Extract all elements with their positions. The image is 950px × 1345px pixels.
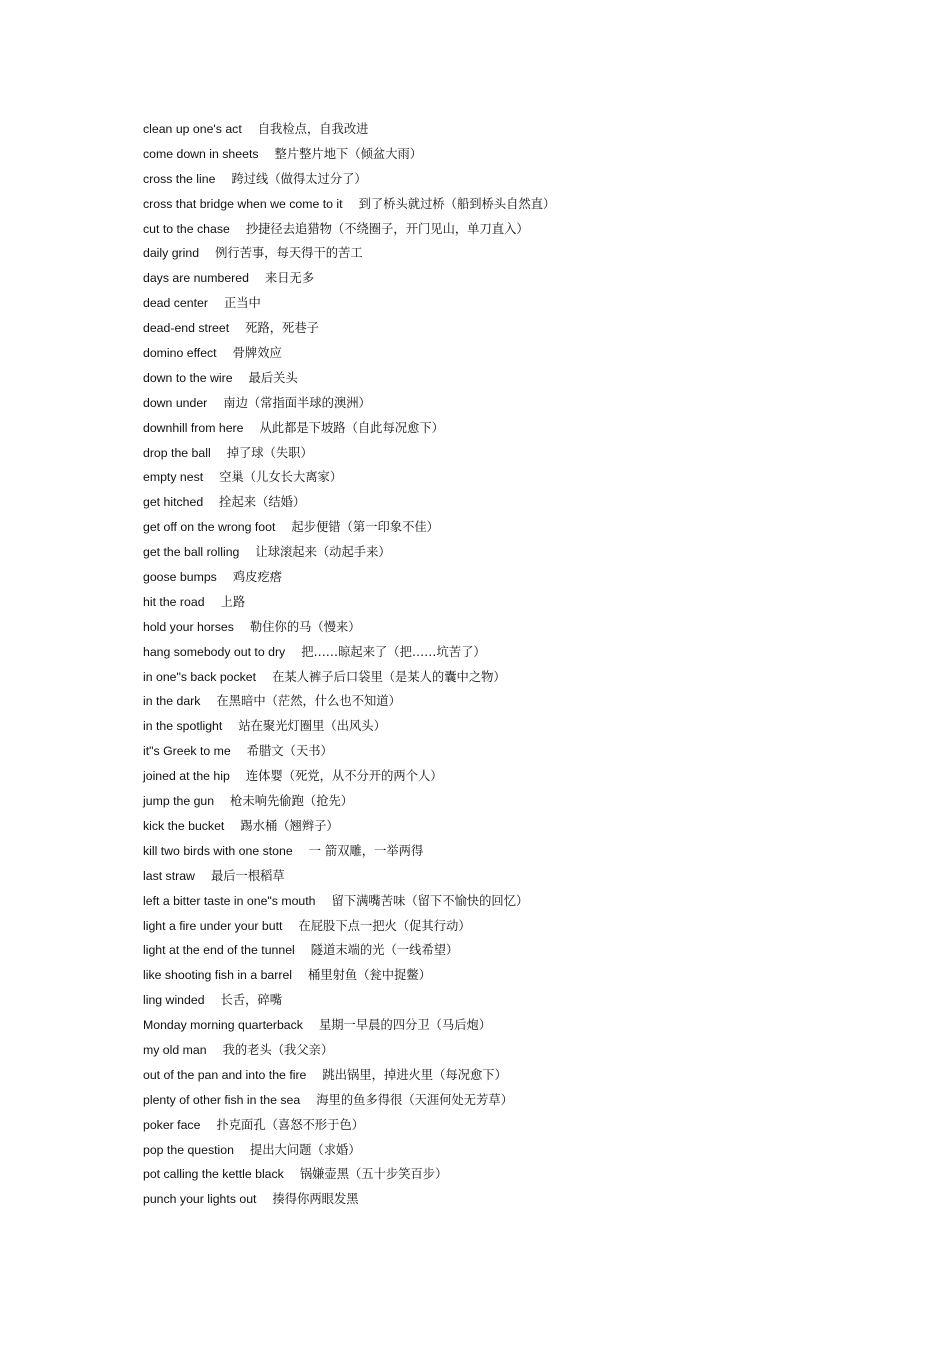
idiom-english: my old man <box>143 1042 207 1057</box>
idiom-english: days are numbered <box>143 271 249 286</box>
idiom-english: light at the end of the tunnel <box>143 943 295 958</box>
list-item <box>143 194 903 219</box>
list-item <box>143 741 903 766</box>
idiom-chinese: 到了桥头就过桥（船到桥头自然直） <box>358 196 556 211</box>
idiom-english: domino effect <box>143 346 217 361</box>
idiom-chinese: 抄捷径去追猎物（不绕圈子，开门见山，单刀直入） <box>245 221 529 236</box>
idiom-english: pop the question <box>143 1142 234 1157</box>
idiom-chinese: 揍得你两眼发黑 <box>272 1192 359 1207</box>
list-item <box>143 1140 903 1165</box>
idiom-chinese: 最后关头 <box>248 370 298 385</box>
idiom-chinese: 一 箭双雕，一举两得 <box>308 843 424 858</box>
idiom-chinese: 我的老头（我父亲） <box>222 1042 334 1057</box>
idiom-chinese: 起步便错（第一印象不佳） <box>291 520 439 535</box>
idiom-chinese: 星期一早晨的四分卫（马后炮） <box>318 1018 492 1033</box>
idiom-english: like shooting fish in a barrel <box>143 968 293 983</box>
list-item <box>143 492 903 517</box>
list-item <box>143 293 903 318</box>
list-item <box>143 144 903 169</box>
idiom-english: joined at the hip <box>143 769 230 784</box>
list-item <box>143 940 903 965</box>
idiom-english: daily grind <box>143 246 200 261</box>
idiom-english: kill two birds with one stone <box>143 843 293 858</box>
list-item <box>143 1090 903 1115</box>
idiom-chinese: 鸡皮疙瘩 <box>232 570 283 585</box>
list-item <box>143 393 903 418</box>
idiom-english: plenty of other fish in the sea <box>143 1092 301 1107</box>
list-item <box>143 542 903 567</box>
idiom-chinese: 留下满嘴苦味（留下不愉快的回忆） <box>331 893 529 908</box>
list-item <box>143 268 903 293</box>
list-item <box>143 1115 903 1140</box>
list-item <box>143 219 903 244</box>
idiom-english: in the spotlight <box>143 719 223 734</box>
list-item <box>143 841 903 866</box>
list-item <box>143 916 903 941</box>
idiom-english: cross the line <box>143 171 216 186</box>
idiom-chinese: 桶里射鱼（瓮中捉鳖） <box>308 968 431 983</box>
list-item <box>143 368 903 393</box>
idiom-english: hang somebody out to dry <box>143 644 286 659</box>
idiom-chinese: 最后一根稻草 <box>210 868 285 883</box>
list-item <box>143 816 903 841</box>
idiom-chinese: 踢水桶（翘辫子） <box>240 818 339 833</box>
list-item <box>143 617 903 642</box>
idiom-english: come down in sheets <box>143 146 259 161</box>
idiom-english: pot calling the kettle black <box>143 1167 284 1182</box>
idiom-chinese: 让球滚起来（动起手来） <box>255 545 391 560</box>
idiom-chinese: 例行苦事，每天得干的苦工 <box>215 246 363 261</box>
idiom-chinese: 上路 <box>220 594 246 609</box>
idiom-english: hit the road <box>143 594 205 609</box>
list-item <box>143 1015 903 1040</box>
list-item <box>143 691 903 716</box>
idiom-english: hold your horses <box>143 619 234 634</box>
list-item <box>143 965 903 990</box>
idiom-english: goose bumps <box>143 570 217 585</box>
idiom-chinese: 南边（常指面半球的澳洲） <box>223 395 371 410</box>
list-item <box>143 1040 903 1065</box>
idiom-chinese: 在某人裤子后口袋里（是某人的囊中之物） <box>272 669 506 684</box>
idiom-english: kick the bucket <box>143 818 225 833</box>
idiom-english: get hitched <box>143 495 204 510</box>
idiom-english: it"s Greek to me <box>143 744 231 759</box>
idiom-english: drop the ball <box>143 445 211 460</box>
idiom-english: punch your lights out <box>143 1192 257 1207</box>
idiom-chinese: 拴起来（结婚） <box>219 495 306 510</box>
list-item <box>143 716 903 741</box>
list-item <box>143 891 903 916</box>
idiom-chinese: 长舌，碎嘴 <box>220 993 283 1008</box>
list-item <box>143 567 903 592</box>
list-item <box>143 866 903 891</box>
idiom-chinese: 跳出锅里，掉进火里（每况愈下） <box>322 1067 507 1082</box>
idiom-english: jump the gun <box>143 794 215 809</box>
idiom-chinese: 空巢（儿女长大离家） <box>219 470 343 485</box>
idiom-list <box>143 119 903 1214</box>
idiom-english: get off on the wrong foot <box>143 520 276 535</box>
idiom-chinese: 骨牌效应 <box>232 346 282 361</box>
idiom-english: down to the wire <box>143 370 233 385</box>
idiom-chinese: 勒住你的马（慢来） <box>249 619 361 634</box>
idiom-english: out of the pan and into the fire <box>143 1067 307 1082</box>
idiom-english: in one"s back pocket <box>143 669 257 684</box>
idiom-chinese: 站在聚光灯圈里（出风头） <box>238 719 386 734</box>
idiom-chinese: 来日无多 <box>264 271 315 286</box>
idiom-chinese: 连体婴（死党，从不分开的两个人） <box>245 769 443 784</box>
idiom-english: left a bitter taste in one"s mouth <box>143 893 316 908</box>
list-item <box>143 990 903 1015</box>
idiom-english: dead-end street <box>143 321 230 336</box>
list-item <box>143 119 903 144</box>
list-item <box>143 443 903 468</box>
idiom-chinese: 跨过线（做得太过分了） <box>231 171 367 186</box>
list-item <box>143 1189 903 1214</box>
list-item <box>143 318 903 343</box>
idiom-chinese: 提出大问题（求婚） <box>249 1142 361 1157</box>
idiom-chinese: 在黑暗中（茫然，什么也不知道） <box>216 694 401 709</box>
idiom-chinese: 希腊文（天书） <box>246 744 333 759</box>
list-item <box>143 467 903 492</box>
idiom-english: clean up one's act <box>143 122 242 136</box>
list-item <box>143 1164 903 1189</box>
idiom-english: poker face <box>143 1117 201 1132</box>
idiom-chinese: 扑克面孔（喜怒不形于色） <box>216 1117 364 1132</box>
list-item <box>143 766 903 791</box>
idiom-english: cut to the chase <box>143 221 230 236</box>
idiom-english: Monday morning quarterback <box>143 1018 303 1033</box>
list-item <box>143 343 903 368</box>
list-item <box>143 1065 903 1090</box>
idiom-chinese: 死路，死巷子 <box>245 321 319 336</box>
idiom-chinese: 把……晾起来了（把……坑苦了） <box>301 644 486 659</box>
idiom-english: last straw <box>143 868 195 883</box>
list-item <box>143 169 903 194</box>
idiom-chinese: 枪未响先偷跑（抢先） <box>230 794 354 809</box>
list-item <box>143 243 903 268</box>
idiom-english: cross that bridge when we come to it <box>143 196 343 211</box>
idiom-english: in the dark <box>143 694 201 709</box>
list-item <box>143 418 903 443</box>
idiom-english: down under <box>143 395 208 410</box>
idiom-english: light a fire under your butt <box>143 918 283 933</box>
idiom-english: get the ball rolling <box>143 545 240 560</box>
idiom-english: ling winded <box>143 993 205 1008</box>
idiom-chinese: 在屁股下点一把火（促其行动） <box>298 918 471 933</box>
list-item <box>143 517 903 542</box>
list-item <box>143 642 903 667</box>
idiom-chinese: 自我检点，自我改进 <box>257 122 369 136</box>
idiom-chinese: 掉了球（失职） <box>226 445 313 460</box>
idiom-chinese: 从此都是下坡路（自此每况愈下） <box>259 420 444 435</box>
idiom-chinese: 海里的鱼多得很（天涯何处无芳草） <box>316 1092 513 1107</box>
idiom-chinese: 整片整片地下（倾盆大雨） <box>274 146 423 161</box>
idiom-chinese: 正当中 <box>223 296 261 311</box>
list-item <box>143 667 903 692</box>
list-item <box>143 791 903 816</box>
idiom-english: downhill from here <box>143 420 244 435</box>
idiom-english: dead center <box>143 296 208 311</box>
idiom-english: empty nest <box>143 470 204 485</box>
idiom-chinese: 隧道末端的光（一线希望） <box>310 943 459 958</box>
idiom-chinese: 锅嫌壶黑（五十步笑百步） <box>299 1167 448 1182</box>
list-item <box>143 592 903 617</box>
